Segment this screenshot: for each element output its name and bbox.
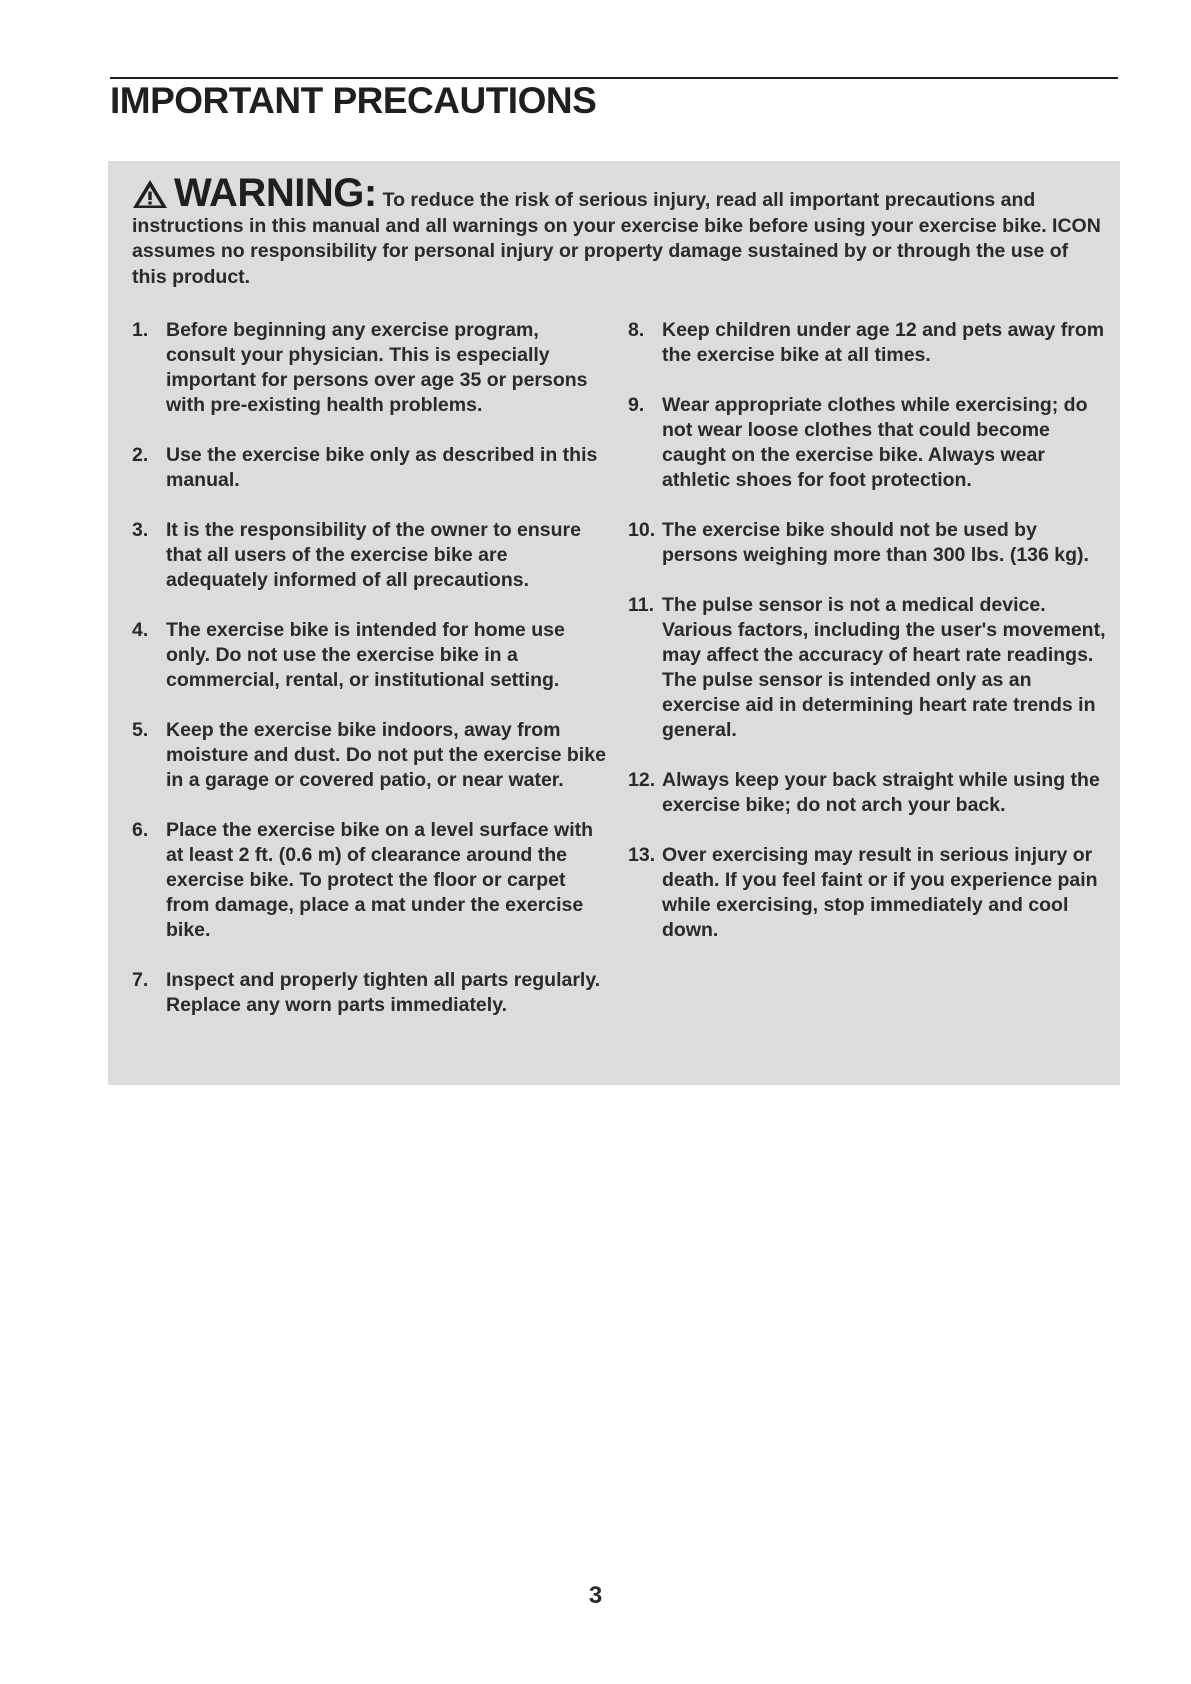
precaution-item (132, 318, 612, 418)
warning-triangle-icon (132, 179, 168, 209)
precaution-number: 11. (628, 594, 655, 616)
precaution-item (628, 393, 1108, 493)
precaution-text: The exercise bike is intended for home use only. Do not use the exercise bike in a commercial, rental, or institutional setting. (166, 619, 565, 691)
precaution-item (628, 318, 1108, 368)
precaution-number: 13. (628, 844, 656, 866)
precaution-item (628, 518, 1108, 568)
precaution-number: 12. (628, 769, 656, 791)
precaution-text: Place the exercise bike on a level surface with at least 2 ft. (0.6 m) of clearance around the exercise bike. To protect the floor or carpet from damage, place a mat under the exercise bike. (166, 819, 594, 941)
precaution-item (628, 768, 1108, 818)
precaution-item (132, 968, 612, 1018)
precautions-list-left (132, 318, 612, 1043)
precaution-item (132, 618, 612, 693)
precaution-number: 2. (132, 444, 149, 466)
precaution-number: 7. (132, 969, 149, 991)
precaution-text: Always keep your back straight while using the exercise bike; do not arch your back. (662, 769, 1100, 816)
precaution-text: Before beginning any exercise program, consult your physician. This is especially important for persons over age 35 or persons with pre-existing health problems. (166, 319, 588, 416)
precaution-text: Keep the exercise bike indoors, away from moisture and dust. Do not put the exercise bike in a garage or covered patio, or near water. (166, 719, 606, 791)
precaution-text: Wear appropriate clothes while exercising; do not wear loose clothes that could become caught on the exercise bike. Always wear athletic shoes for foot protection. (662, 394, 1088, 491)
warning-statement (132, 171, 1102, 290)
precaution-number: 10. (628, 519, 656, 541)
precaution-text: The pulse sensor is not a medical device. Various factors, including the user's movement, may affect the accuracy of heart rate readings. The pulse sensor is intended only as an exercise aid in determining heart rate trends in general. (662, 594, 1106, 741)
precaution-number: 1. (132, 319, 149, 341)
precaution-number: 9. (628, 394, 645, 416)
precaution-number: 4. (132, 619, 149, 641)
precaution-number: 3. (132, 519, 149, 541)
precaution-item (132, 818, 612, 943)
precaution-text: Use the exercise bike only as described in this manual. (166, 444, 598, 491)
precaution-text: It is the responsibility of the owner to ensure that all users of the exercise bike are adequately informed of all precautions. (166, 519, 581, 591)
precaution-item (132, 518, 612, 593)
precaution-item (628, 593, 1108, 743)
precaution-text: Keep children under age 12 and pets away from the exercise bike at all times. (662, 319, 1105, 366)
title-rule (110, 77, 1118, 79)
precautions-list-right (628, 318, 1108, 968)
precaution-text: Inspect and properly tighten all parts regularly. Replace any worn parts immediately. (166, 969, 601, 1016)
warning-box (108, 161, 1120, 1085)
precaution-text: Over exercising may result in serious injury or death. If you feel faint or if you experience pain while exercising, stop immediately and cool down. (662, 844, 1098, 941)
warning-text: To reduce the risk of serious injury, read all important precautions and instructions in this manual and all warnings on your exercise bike before using your exercise bike. ICON assumes no responsibility for personal injury or property damage sustained by or through the use of this product. (132, 189, 1101, 288)
precaution-item (132, 443, 612, 493)
warning-label: WARNING: (174, 171, 377, 215)
page-number: 3 (588, 1582, 603, 1609)
precaution-text: The exercise bike should not be used by persons weighing more than 300 lbs. (136 kg). (662, 519, 1089, 566)
page-title: IMPORTANT PRECAUTIONS (110, 80, 597, 121)
precaution-item (628, 843, 1108, 943)
precaution-number: 5. (132, 719, 149, 741)
precaution-number: 8. (628, 319, 645, 341)
precaution-number: 6. (132, 819, 149, 841)
precaution-item (132, 718, 612, 793)
